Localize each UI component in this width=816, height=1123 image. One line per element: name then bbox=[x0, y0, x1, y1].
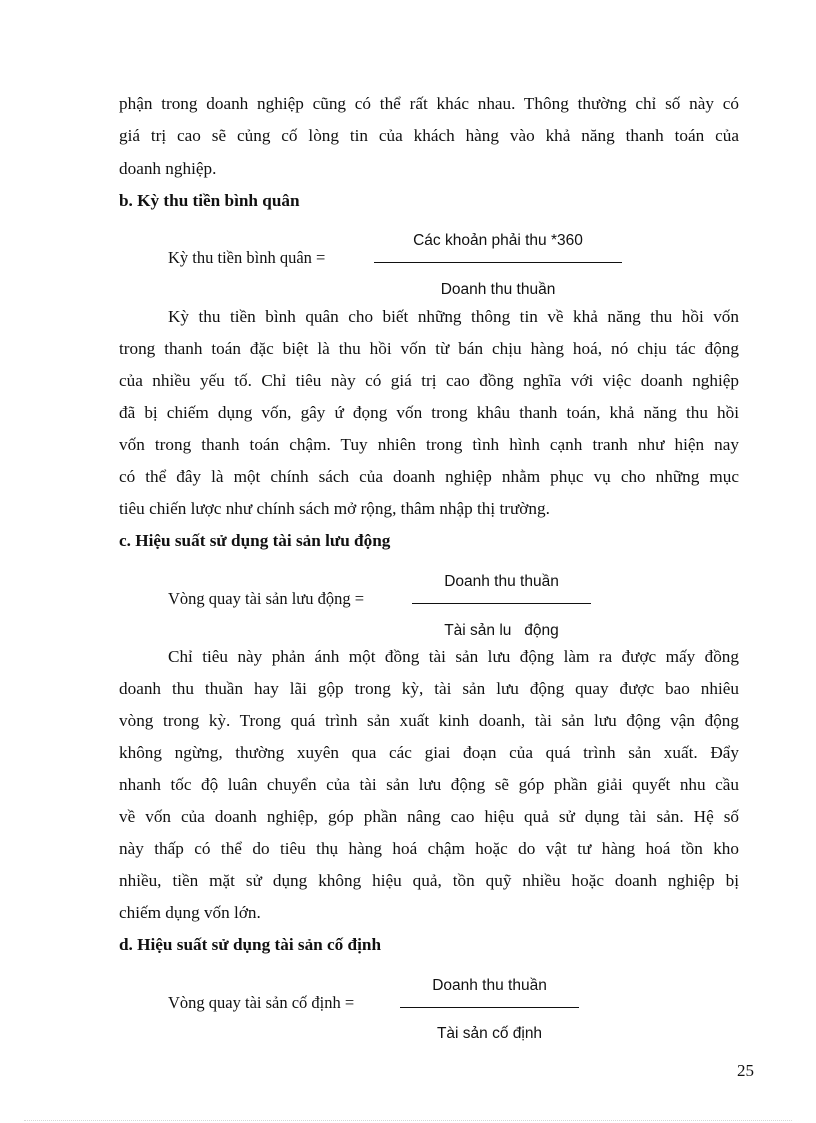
intro-line: giá trị cao sẽ củng cố lòng tin của khách hàng vào khả năng thanh toán của bbox=[119, 126, 739, 145]
section-c-line: vòng trong kỳ. Trong quá trình sản xuất kinh doanh, tài sản lưu động vận động bbox=[119, 711, 739, 730]
formula-c-fraction-bar bbox=[412, 603, 591, 604]
formula-b-numerator: Các khoản phải thu *360 bbox=[413, 232, 583, 249]
section-b-line: vốn trong thanh toán chậm. Tuy nhiên trong tình hình cạnh tranh như hiện nay bbox=[119, 435, 739, 454]
formula-b-fraction-bar bbox=[374, 262, 622, 263]
intro-line: doanh nghiệp. bbox=[119, 159, 217, 178]
section-c-line: Chỉ tiêu này phản ánh một đồng tài sản lưu động làm ra được mấy đồng bbox=[168, 647, 739, 666]
section-c-line: chiếm dụng vốn lớn. bbox=[119, 903, 261, 922]
section-c-line: nhanh tốc độ luân chuyển của tài sản lưu động sẽ góp phần giải quyết nhu cầu bbox=[119, 775, 739, 794]
page-number: 25 bbox=[737, 1061, 754, 1080]
formula-d-label: Vòng quay tài sản cố định = bbox=[168, 993, 355, 1012]
formula-d-denominator: Tài sản cố định bbox=[436, 1025, 543, 1042]
page-bottom-divider bbox=[24, 1120, 792, 1121]
intro-line: phận trong doanh nghiệp cũng có thể rất khác nhau. Thông thường chỉ số này có bbox=[119, 94, 739, 113]
section-b-line: đã bị chiếm dụng vốn, gây ứ đọng vốn trong khâu thanh toán, khả năng thu hồi bbox=[119, 403, 739, 422]
section-c-line: này thấp có thể do tiêu thụ hàng hoá chậm hoặc do vật tư hàng hoá tồn kho bbox=[119, 839, 739, 858]
section-b-line: tiêu chiến lược như chính sách mở rộng, thâm nhập thị trường. bbox=[119, 499, 550, 518]
section-c-line: nhiều, tiền mặt sử dụng không hiệu quả, tồn quỹ nhiều hoặc doanh nghiệp bị bbox=[119, 871, 739, 890]
section-b-line: Kỳ thu tiền bình quân cho biết những thông tin về khả năng thu hồi vốn bbox=[168, 307, 739, 326]
formula-b-denominator: Doanh thu thuần bbox=[440, 281, 556, 298]
formula-d-numerator: Doanh thu thuần bbox=[432, 977, 547, 994]
section-c-line: doanh thu thuần hay lãi gộp trong kỳ, tài sản lưu động quay được bao nhiêu bbox=[119, 679, 739, 698]
section-b-line: trong thanh toán đặc biệt là thu hồi vốn từ bán chịu hàng hoá, nó chịu tác động bbox=[119, 339, 739, 358]
section-b-line: có thể đây là một chính sách của doanh nghiệp nhằm phục vụ cho những mục bbox=[119, 467, 739, 486]
formula-c-denominator: Tài sản lu động bbox=[444, 622, 559, 639]
formula-d-fraction-bar bbox=[400, 1007, 579, 1008]
section-d-heading: d. Hiệu suất sử dụng tài sản cố định bbox=[119, 935, 382, 954]
section-c-heading: c. Hiệu suất sử dụng tài sản lưu động bbox=[119, 531, 391, 550]
section-b-heading: b. Kỳ thu tiền bình quân bbox=[119, 191, 300, 210]
formula-c-label: Vòng quay tài sản lưu động = bbox=[168, 589, 365, 608]
formula-b-label: Kỳ thu tiền bình quân = bbox=[168, 248, 326, 267]
section-c-line: không ngừng, thường xuyên qua các giai đoạn của quá trình sản xuất. Đẩy bbox=[119, 743, 739, 762]
section-c-line: về vốn của doanh nghiệp, góp phần nâng cao hiệu quả sử dụng tài sản. Hệ số bbox=[119, 807, 739, 826]
section-b-line: của nhiều yếu tố. Chỉ tiêu này có giá trị cao đồng nghĩa với việc doanh nghiệp bbox=[119, 371, 739, 390]
formula-c-numerator: Doanh thu thuần bbox=[444, 573, 559, 590]
